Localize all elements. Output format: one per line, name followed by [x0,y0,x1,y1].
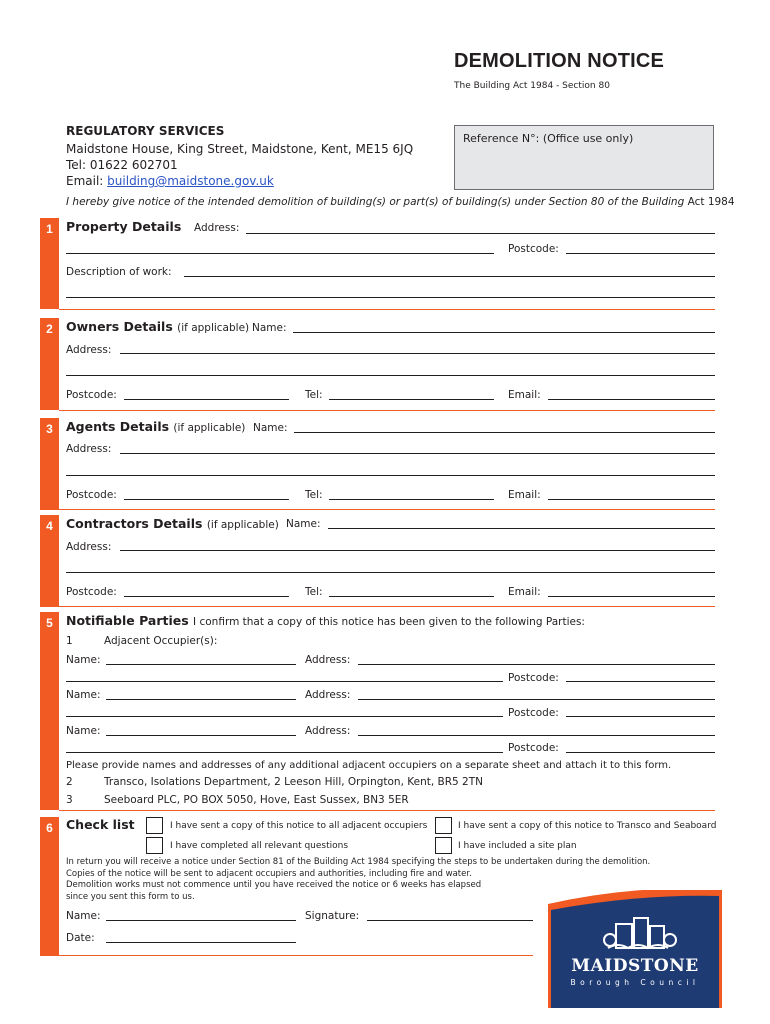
occupier-3-address-label: Address: [305,725,351,737]
property-address-field-2[interactable] [66,253,494,254]
description-field-2[interactable] [66,297,715,298]
checkbox-site-plan[interactable] [435,837,452,854]
checkbox-completed-questions-label: I have completed all relevant questions [170,841,349,851]
intro-text-end: Act 1984 [687,196,735,208]
section-6-title: Check list [66,817,135,832]
section-5-title: Notifiable Parties I confirm that a copy of this notice has been given to the following Parties: [66,613,585,628]
agent-postcode-label: Postcode: [66,489,117,501]
occupier-1-name-field[interactable] [106,664,296,665]
checkbox-sent-to-transco-label: I have sent a copy of this notice to Transco and Seaboard [458,821,717,831]
owner-address-field-1[interactable] [120,353,715,354]
section-separator [59,509,715,510]
page-title: DEMOLITION NOTICE [454,50,665,72]
org-email-label: Email: [66,174,104,188]
info-text: In return you will receive a notice under Section 81 of the Building Act 1984 specifying the steps to be undertaken during the demolition. Copies of the notice will be sent to adjacent occupiers and authorities, including fire and water. Demolition works must not commence until you have received the notice or 6 weeks has elapsed since you sent this form to us. [66,857,651,902]
section-separator [59,309,715,310]
property-postcode-label: Postcode: [508,243,559,255]
party-2-text: Transco, Isolations Department, 2 Leeson Hill, Orpington, Kent, BR5 2TN [104,776,483,788]
property-address-field-1[interactable] [246,233,715,234]
contractor-address-field-1[interactable] [120,550,715,551]
intro-text: I hereby give notice of the intended demolition of building(s) or part(s) of building(s) under Section 80 of the Building Act 1984 [66,196,735,208]
section-4-title: Contractors Details (if applicable) [66,516,279,531]
section-separator [59,955,533,956]
contractor-address-field-2[interactable] [66,572,715,573]
property-address-label: Address: [194,222,240,234]
agent-postcode-field[interactable] [124,499,289,500]
occupier-2-address-field[interactable] [358,699,715,700]
section-1-title: Property Details [66,219,182,234]
org-name: REGULATORY SERVICES [66,124,225,138]
section-2-bar: 2 [40,318,59,410]
org-email-row [66,174,274,188]
agent-name-label: Name: [253,422,288,434]
occupier-3-postcode-label: Postcode: [508,742,559,754]
logo-name: MAIDSTONE [571,956,699,976]
contractor-tel-label: Tel: [305,586,323,598]
occupier-3-postcode-field[interactable] [566,752,715,753]
owner-postcode-field[interactable] [124,399,289,400]
description-label: Description of work: [66,266,172,278]
contractor-name-field[interactable] [328,528,715,529]
page-subtitle: The Building Act 1984 - Section 80 [454,81,610,91]
section-6-bar: 6 [40,817,59,956]
occupier-1-address-field-2[interactable] [66,681,503,682]
owner-tel-label: Tel: [305,389,323,401]
owner-address-field-2[interactable] [66,375,715,376]
section-separator [59,606,715,607]
org-address: Maidstone House, King Street, Maidstone, Kent, ME15 6JQ [66,142,414,156]
occupier-2-address-label: Address: [305,689,351,701]
section-separator [59,810,715,811]
section-2-title: Owners Details (if applicable) [66,319,250,334]
occupier-2-postcode-label: Postcode: [508,707,559,719]
owner-name-field[interactable] [293,332,715,333]
agent-address-field-2[interactable] [66,475,715,476]
owner-address-label: Address: [66,344,112,356]
contractor-name-label: Name: [286,518,321,530]
contractor-tel-field[interactable] [329,596,494,597]
section-3-title: Agents Details (if applicable) [66,419,246,434]
occupier-2-postcode-field[interactable] [566,716,715,717]
date-label: Date: [66,932,95,944]
party-3-number: 3 [66,794,73,806]
section-4-bar: 4 [40,515,59,607]
section-5-bar: 5 [40,612,59,810]
occupier-2-name-field[interactable] [106,699,296,700]
agent-name-field[interactable] [294,432,715,433]
owner-email-field[interactable] [548,399,715,400]
property-postcode-field[interactable] [566,253,715,254]
occupier-3-name-field[interactable] [106,735,296,736]
owner-name-label: Name: [252,322,287,334]
section-3-bar: 3 [40,418,59,510]
logo-tagline: Borough Council [570,978,700,987]
occupier-1-postcode-field[interactable] [566,681,715,682]
agent-email-field[interactable] [548,499,715,500]
agent-tel-label: Tel: [305,489,323,501]
owner-postcode-label: Postcode: [66,389,117,401]
owner-email-label: Email: [508,389,541,401]
occupier-3-address-field-2[interactable] [66,752,503,753]
occupier-1-address-label: Address: [305,654,351,666]
additional-occupiers-note: Please provide names and addresses of any additional adjacent occupiers on a separate sheet and attach it to this form. [66,760,672,771]
date-field[interactable] [106,942,296,943]
contractor-email-field[interactable] [548,596,715,597]
contractor-address-label: Address: [66,541,112,553]
description-field-1[interactable] [184,276,715,277]
section-1-bar: 1 [40,218,59,309]
signatory-name-label: Name: [66,910,101,922]
occupier-3-name-label: Name: [66,725,101,737]
contractor-postcode-label: Postcode: [66,586,117,598]
signature-field[interactable] [367,920,533,921]
maidstone-logo [548,890,722,1008]
org-email-link[interactable]: building@maidstone.gov.uk [107,174,274,188]
party-1-label: Adjacent Occupier(s): [104,635,218,647]
owner-tel-field[interactable] [329,399,494,400]
reference-box[interactable] [454,125,714,190]
occupier-2-address-field-2[interactable] [66,716,503,717]
party-1-number: 1 [66,635,73,647]
section-separator [59,410,715,411]
agent-address-label: Address: [66,443,112,455]
party-2-number: 2 [66,776,73,788]
occupier-1-postcode-label: Postcode: [508,672,559,684]
occupier-2-name-label: Name: [66,689,101,701]
occupier-3-address-field[interactable] [358,735,715,736]
signature-label: Signature: [305,910,360,922]
checkbox-sent-to-occupiers[interactable] [146,817,163,834]
agent-address-field-1[interactable] [120,453,715,454]
occupier-1-name-label: Name: [66,654,101,666]
occupier-1-address-field[interactable] [358,664,715,665]
agent-email-label: Email: [508,489,541,501]
reference-label: Reference N°: (Office use only) [463,132,634,145]
checkbox-sent-to-occupiers-label: I have sent a copy of this notice to all adjacent occupiers [170,821,428,831]
org-tel: Tel: 01622 602701 [66,158,178,172]
logo-graphic [548,890,722,1008]
checkbox-site-plan-label: I have included a site plan [458,841,577,851]
agent-tel-field[interactable] [329,499,494,500]
contractor-postcode-field[interactable] [124,596,289,597]
contractor-email-label: Email: [508,586,541,598]
party-3-text: Seeboard PLC, PO BOX 5050, Hove, East Sussex, BN3 5ER [104,794,409,806]
checkbox-completed-questions[interactable] [146,837,163,854]
checkbox-sent-to-transco[interactable] [435,817,452,834]
signatory-name-field[interactable] [106,920,296,921]
